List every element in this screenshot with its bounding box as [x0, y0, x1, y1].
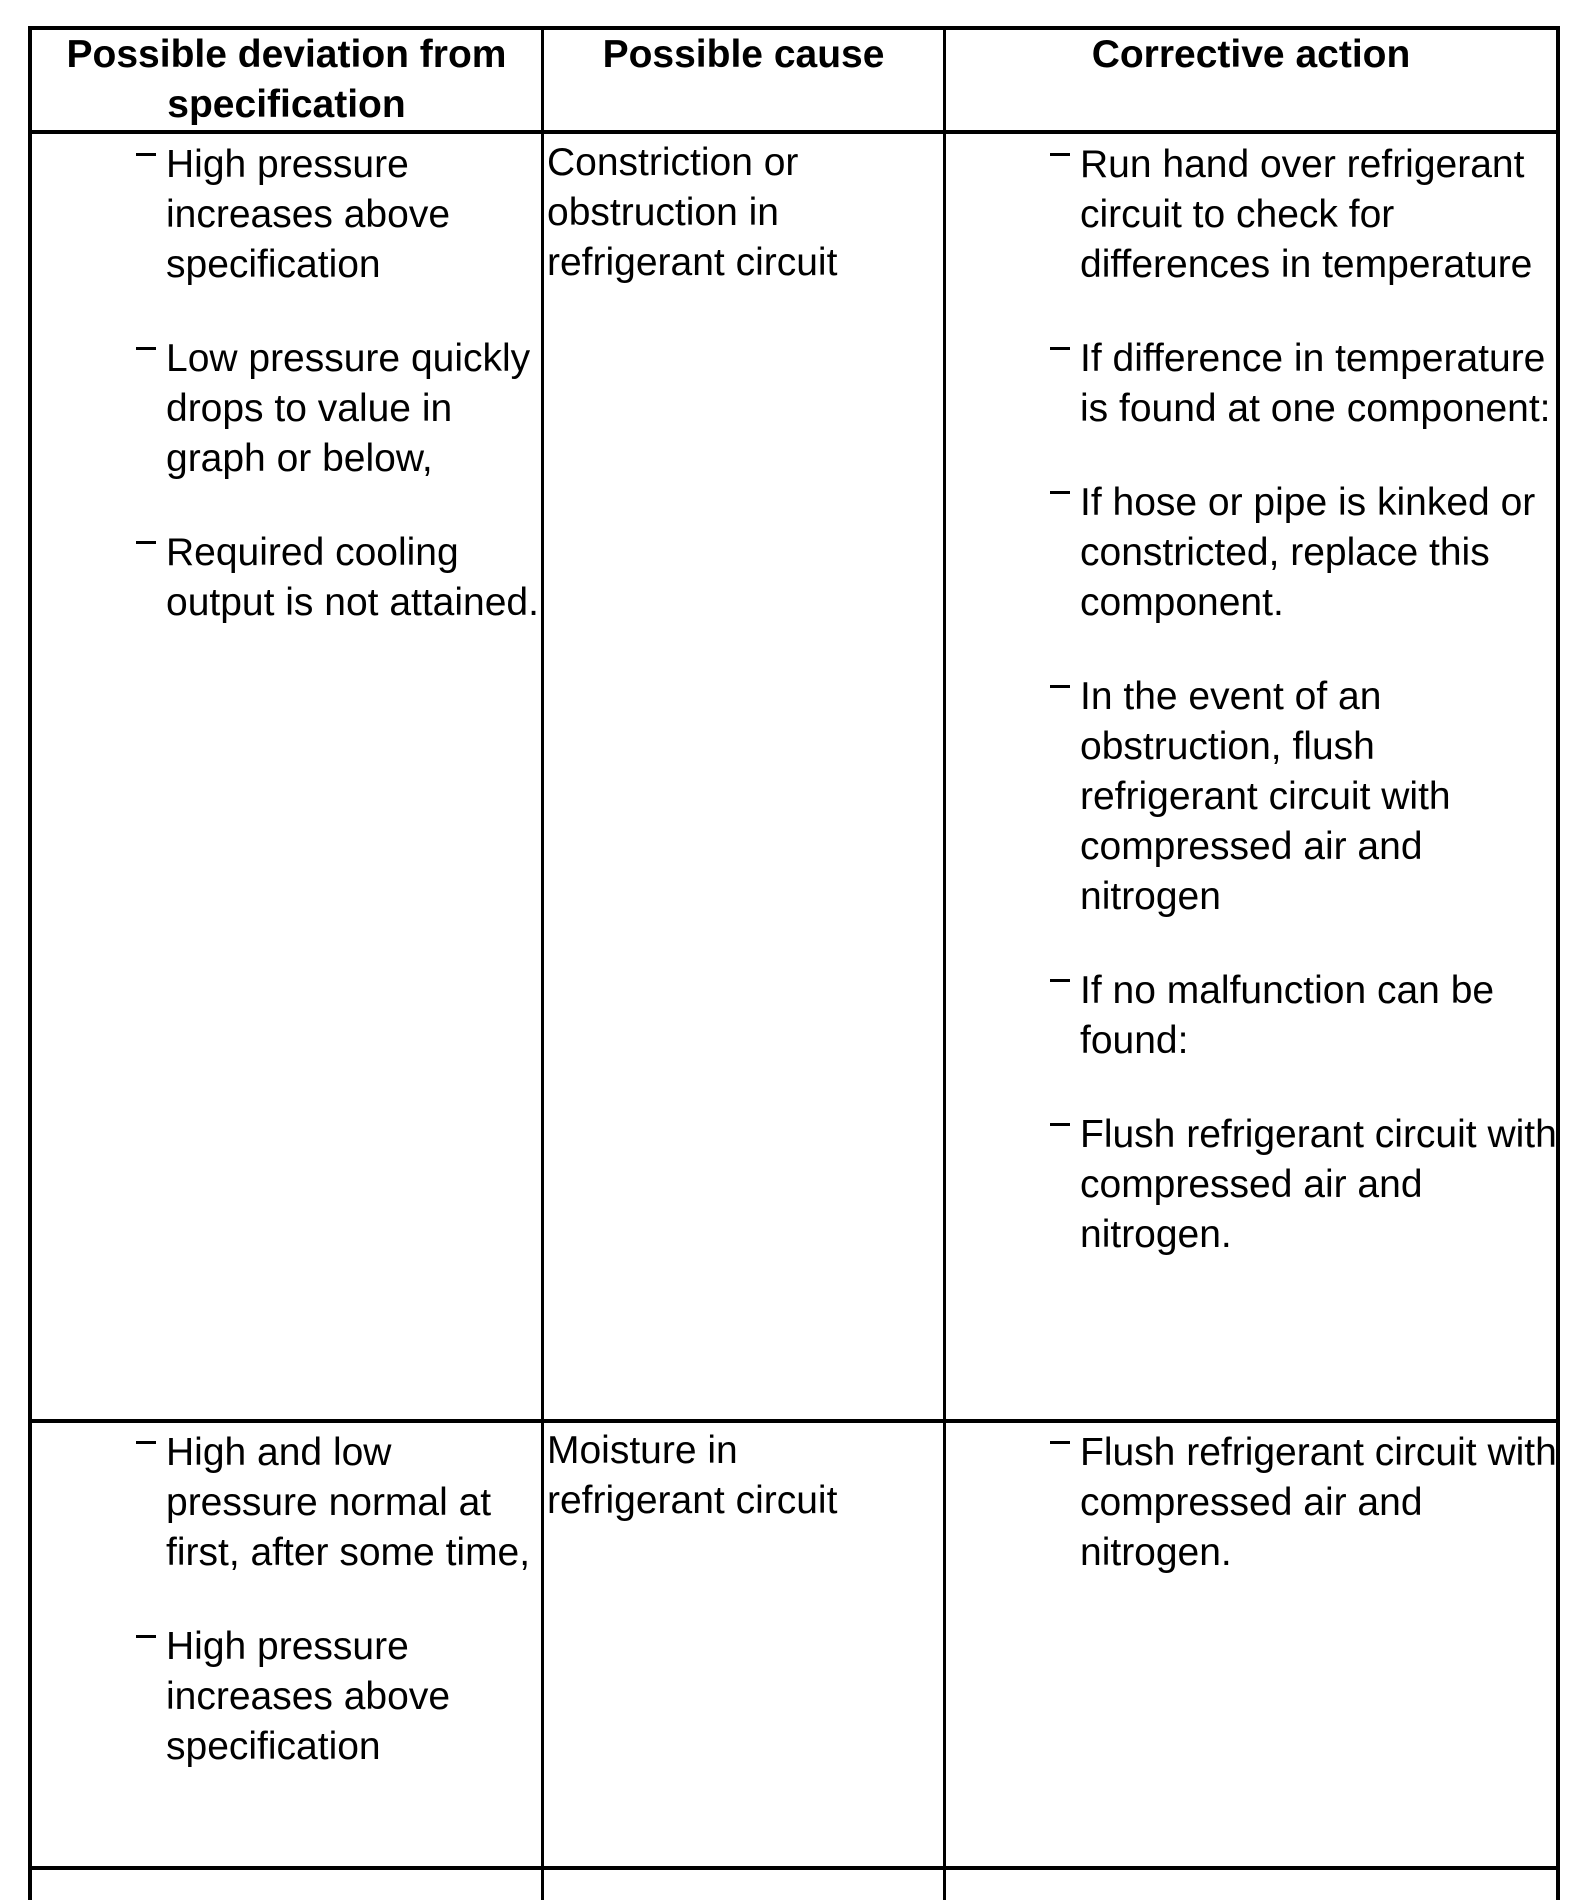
row2-actions: [1050, 1428, 1560, 1578]
list-item: High pressure increases above specification: [136, 140, 541, 290]
row-divider-bottom: [28, 1866, 1560, 1870]
list-item: Run hand over refrigerant circuit to check for differences in temperature: [1050, 140, 1560, 290]
list-item: Flush refrigerant circuit with compressed air and nitrogen.: [1050, 1110, 1560, 1260]
list-item: Flush refrigerant circuit with compressed air and nitrogen.: [1050, 1428, 1560, 1578]
list-item: Low pressure quickly drops to value in graph or below,: [136, 334, 541, 484]
row2-cause: Moisture in refrigerant circuit: [547, 1429, 838, 1522]
list-item: Required cooling output is not attained.: [136, 528, 541, 628]
row1-deviations: [136, 140, 541, 628]
list-item: High and low pressure normal at first, after some time,: [136, 1428, 541, 1578]
row1-cause: Constriction or obstruction in refrigerant circuit: [547, 141, 838, 284]
header-cause: Possible cause: [602, 33, 885, 76]
row-divider: [28, 1419, 1560, 1423]
header-action: Corrective action: [1091, 33, 1411, 76]
list-item: If hose or pipe is kinked or constricted, replace this component.: [1050, 478, 1560, 628]
list-item: In the event of an obstruction, flush refrigerant circuit with compressed air and nitrogen: [1050, 672, 1560, 922]
header-deviation: Possible deviation from specification: [66, 33, 507, 126]
row2-deviations: [136, 1428, 541, 1772]
column-divider-2: [943, 26, 946, 1900]
column-divider-1: [541, 26, 544, 1900]
header-divider: [28, 130, 1560, 134]
list-item: High pressure increases above specification: [136, 1622, 541, 1772]
row1-actions: [1050, 140, 1560, 1260]
list-item: If no malfunction can be found:: [1050, 966, 1560, 1066]
list-item: If difference in temperature is found at one component:: [1050, 334, 1560, 434]
